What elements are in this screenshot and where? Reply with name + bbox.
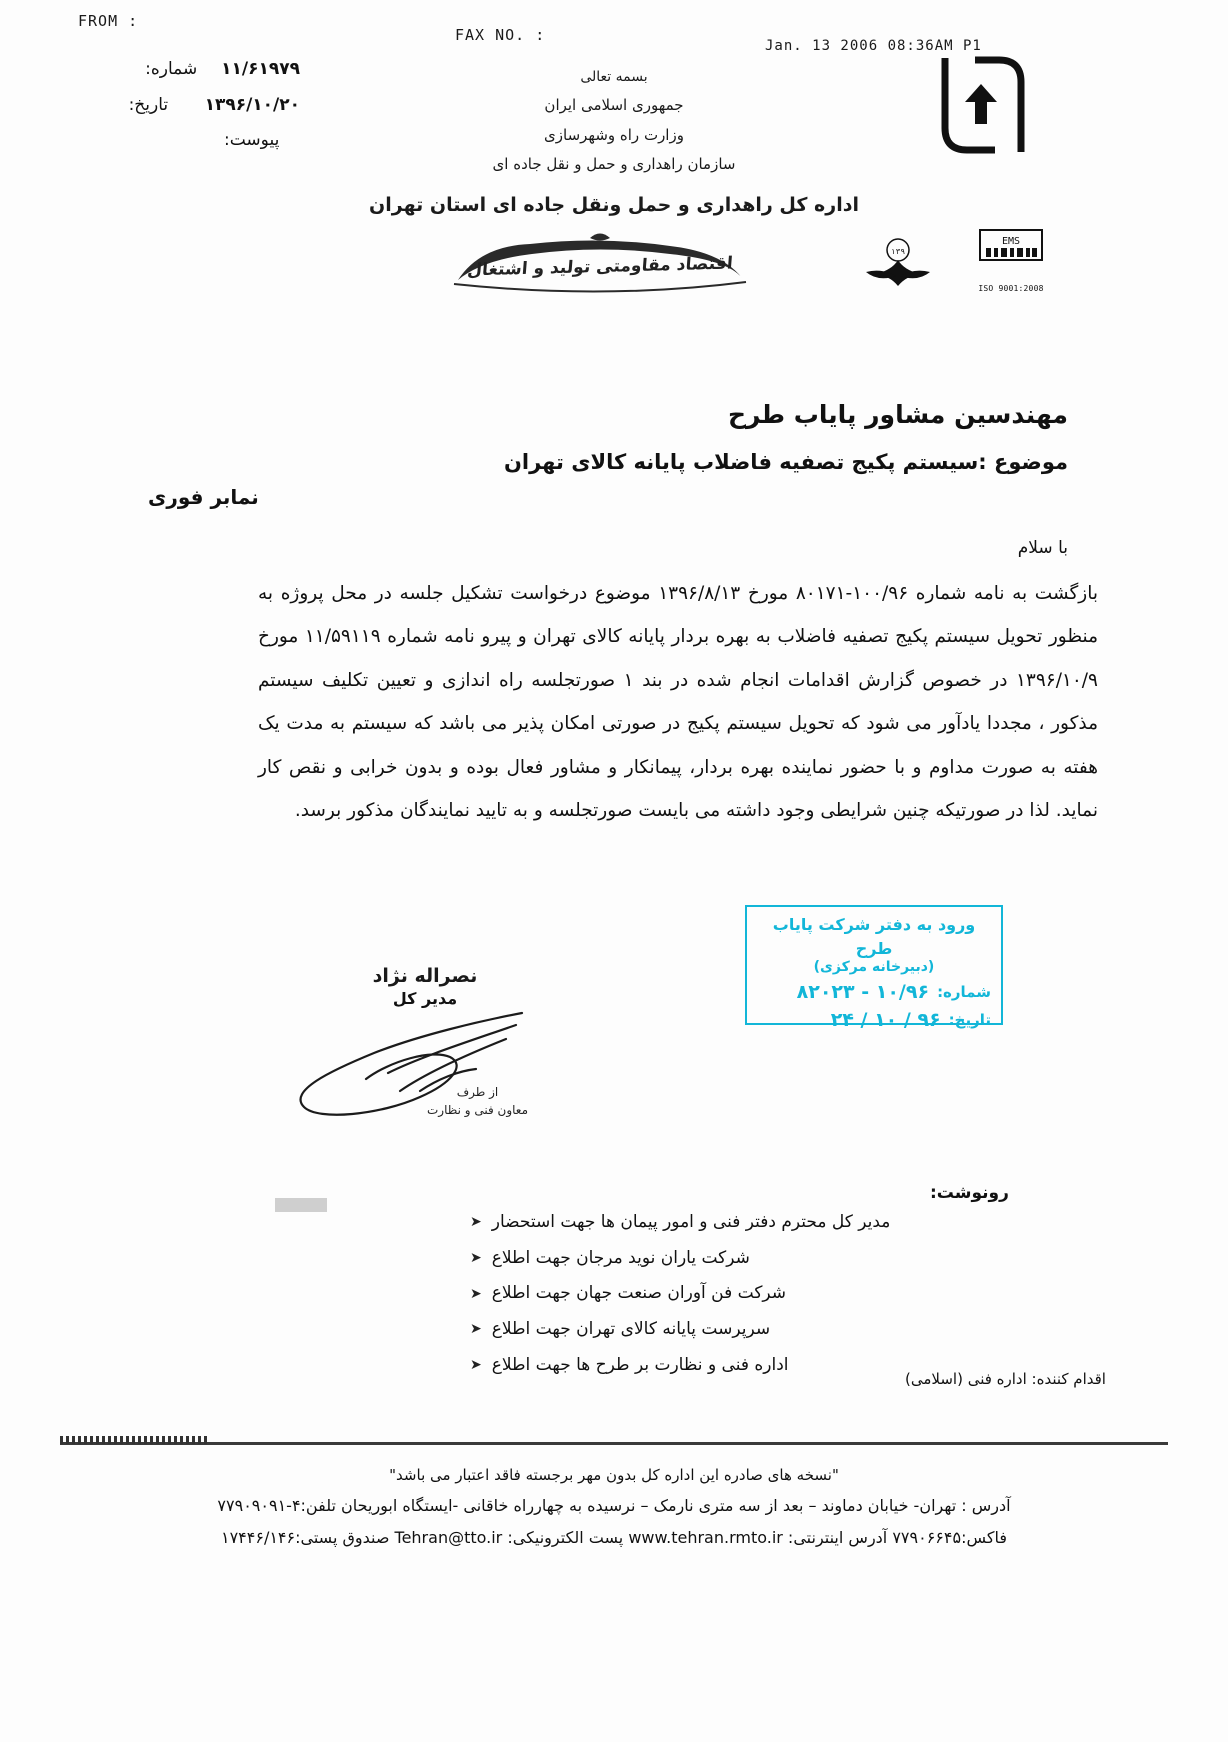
iso-label: ISO 9001:2008 [978,284,1044,293]
stamp-title: ورود به دفتر شرکت پایاب طرح [772,915,976,958]
footer-divider-dots [60,1436,210,1444]
meta-attachment-label: پیوست: [224,130,280,151]
arrow-bullet-icon: ➤ [470,1285,482,1302]
stamp-date-label: تاریخ: [948,1011,991,1029]
meta-date-value: ۱۳۹۶/۱۰/۲۰ [204,94,300,115]
list-item [470,1241,920,1277]
letterhead-line-1: بسمه تعالی [580,69,648,85]
addressee: مهندسین مشاور پایاب طرح [727,400,1068,429]
footer-divider [60,1442,1168,1445]
cc-item-text: سرپرست پایانه کالای تهران جهت اطلاع [491,1319,771,1340]
cc-item-text: شرکت یاران نوید مرجان جهت اطلاع [491,1247,750,1268]
list-item [470,1205,920,1241]
cc-item-text: مدیر کل محترم دفتر فنی و امور پیمان ها جهت استحضار [491,1212,891,1232]
arrow-bullet-icon: ➤ [470,1356,482,1373]
signature-subtext-line2: معاون فنی و نظارت [426,1103,528,1117]
meta-number-value: ۱۱/۶۱۹۷۹ [221,59,300,79]
iso-certificate-icon [975,228,1047,298]
urgent-fax-label: نمابر فوری [148,485,259,509]
stamp-number-label: شماره: [937,983,991,1001]
footer-contact: فاکس:۷۷۹۰۶۶۴۵ آدرس اینترنتی: www.tehran.rmto.ir پست الکترونیکی: Tehran@tto.ir صندوق پستی:۱۷۴۴۶/۱۴۶ [220,1528,1008,1547]
letterhead-line-4: سازمان راهداری و حمل و نقل جاده ای [492,154,736,173]
received-stamp [745,905,1003,1031]
arrow-bullet-icon: ➤ [470,1321,482,1338]
letterhead [0,64,1228,224]
footer [0,1460,1228,1554]
stamp-number-row [757,981,991,1003]
list-item [470,1276,920,1312]
stamp-date-value: ۹۶ / ۱۰ / ۲۴ [830,1009,941,1031]
letterhead-line-2: جمهوری اسلامی ایران [544,96,684,115]
stamp-number-value: ۱۰/۹۶ - ۸۲۰۲۳ [796,981,930,1003]
certification-bird-icon [862,236,934,292]
svg-text:۱۳۹: ۱۳۹ [890,247,906,256]
fax-header-strip [0,8,1228,54]
greeting: با سلام [1017,538,1068,558]
subject-line: موضوع :سیستم پکیج تصفیه فاضلاب پایانه کالای تهران [503,450,1068,474]
fax-timestamp: Jan. 13 2006 08:36AM P1 [765,38,982,54]
stamp-date-row [757,1009,991,1031]
letterhead-line-3: وزارت راه وشهرسازی [544,125,684,144]
letter-paragraph: بازگشت به نامه شماره ۱۰۰/۹۶-۸۰۱۷۱ مورخ ۱۳۹۶/۸/۱۳ موضوع درخواست تشکیل جلسه در محل پروژه به منظور تحویل سیستم پکیج تصفیه فاضلاب به بهره بردار پایانه کالای تهران و پیرو نامه شماره ۱۱/۵۹۱۱۹ مورخ ۱۳۹۶/۱۰/۹ در خصوص گزارش اقدامات انجام شده در بند ۱ صورتجلسه راه اندازی و تعیین تکلیف سیستم مذکور ، مجددا یادآور می شود که تحویل سیستم پکیج در صورتی امکان پذیر می باشد که سیستم به مدت یک هفته به صورت مداوم و با حضور نماینده بهره بردار، پیمانکار و مشاور فعال بوده و بدون خرابی و نقص کار نماید. لذا در صورتیکه چنین شرایطی وجود داشته می بایست صورتجلسه و به تایید نمایندگان مذکور برسد. [258,583,1098,822]
signature-block [300,965,550,1135]
redaction-box [275,1198,327,1212]
slogan-seal-text: اقتصاد مقاومتی تولید و اشتغال [466,253,734,281]
svg-text:EMS: EMS [1001,236,1021,247]
letter-body [258,572,1098,835]
meta-date-label: تاریخ: [128,94,169,115]
fax-number-label: FAX NO. : [455,26,546,44]
arrow-bullet-icon: ➤ [470,1249,482,1266]
cc-title: رونوشت: [930,1183,1009,1203]
stamp-subtitle: (دبیرخانه مرکزی) [813,959,935,975]
cc-item-text: اداره فنی و نظارت بر طرح ها جهت اطلاع [491,1354,789,1375]
action-owner: اقدام کننده: اداره فنی (اسلامی) [905,1370,1106,1388]
signatory-role: مدیر کل [392,989,458,1008]
footer-address: آدرس : تهران- خیابان دماوند – بعد از سه متری نارمک – نرسیده به چهارراه خاقانی -ایستگاه ابوریحان تلفن:۴-۷۷۹۰۹۰۹۱ [217,1496,1011,1515]
cc-list [470,1205,920,1383]
slogan-seal [440,232,760,302]
fax-from-label: FROM : [78,12,139,30]
letterhead-line-5: اداره کل راهداری و حمل ونقل جاده ای استان تهران [369,194,859,217]
signatory-name: نصراله نژاد [372,965,478,987]
meta-number-label: شماره: [145,59,198,79]
list-item [470,1312,920,1348]
footer-note: "نسخه های صادره این اداره کل بدون مهر برجسته فاقد اعتبار می باشد" [389,1466,839,1484]
organization-logo-icon [935,50,1030,160]
list-item [470,1348,920,1384]
signature-subtext-line1: از طرف [456,1085,499,1099]
signature-subtext [427,1083,528,1119]
cc-item-text: شرکت فن آوران صنعت جهان جهت اطلاع [491,1283,787,1304]
arrow-bullet-icon: ➤ [470,1214,482,1231]
